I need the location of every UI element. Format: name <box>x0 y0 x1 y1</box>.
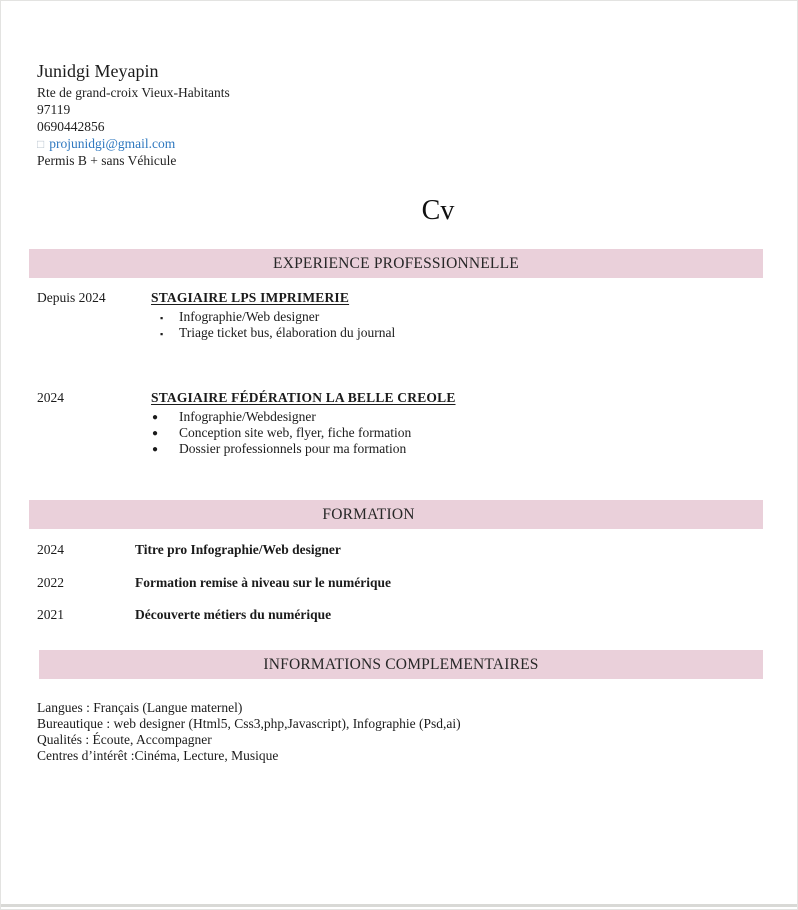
section-heading-experience: EXPERIENCE PROFESSIONNELLE <box>273 254 519 272</box>
person-name: Junidgi Meyapin <box>37 61 159 81</box>
experience-content <box>151 390 777 457</box>
section-banner-formation <box>29 500 763 529</box>
phone-number: 0690442856 <box>37 119 105 134</box>
page-bottom-edge <box>1 904 797 907</box>
experience-bullet: ● Conception site web, flyer, fiche formation <box>151 425 777 441</box>
identity-block <box>37 61 230 169</box>
formation-year: 2021 <box>37 607 64 622</box>
experience-job-title: STAGIAIRE FÉDÉRATION LA BELLE CREOLE <box>151 390 456 405</box>
formation-year: 2024 <box>37 542 64 557</box>
experience-period: Depuis 2024 <box>37 290 106 305</box>
section-heading-informations: INFORMATIONS COMPLEMENTAIRES <box>263 655 539 673</box>
experience-bullet: ▪ Triage ticket bus, élaboration du journal <box>151 325 777 341</box>
postal-code: 97119 <box>37 102 71 117</box>
experience-period: 2024 <box>37 390 64 405</box>
experience-job-title: STAGIAIRE LPS IMPRIMERIE <box>151 290 350 305</box>
formation-title: Formation remise à niveau sur le numérique <box>135 575 391 590</box>
experience-bullet: ▪ Infographie/Web designer <box>151 309 777 325</box>
info-line-centres-interet: Centres d’intérêt :Cinéma, Lecture, Musique <box>37 748 279 763</box>
info-line-bureautique: Bureautique : web designer (Html5, Css3,php,Javascript), Infographie (Psd,ai) <box>37 716 461 731</box>
experience-bullet-list <box>151 309 777 341</box>
missing-glyph-box-icon: □ <box>37 136 45 151</box>
section-banner-informations <box>39 650 763 679</box>
experience-bullet-list <box>151 409 777 457</box>
info-line-qualites: Qualités : Écoute, Accompagner <box>37 732 212 747</box>
formation-title: Titre pro Infographie/Web designer <box>135 542 341 557</box>
experience-content <box>151 290 777 341</box>
info-line-langues: Langues : Français (Langue maternel) <box>37 700 243 715</box>
formation-year: 2022 <box>37 575 64 590</box>
experience-bullet: ● Dossier professionnels pour ma formation <box>151 441 777 457</box>
experience-bullet: ● Infographie/Webdesigner <box>151 409 777 425</box>
email-line <box>37 135 230 152</box>
email-link[interactable]: projunidgi@gmail.com <box>49 136 176 151</box>
document-title: Cv <box>421 195 455 226</box>
section-heading-formation: FORMATION <box>322 505 415 523</box>
section-banner-experience <box>29 249 763 278</box>
address-line: Rte de grand-croix Vieux-Habitants <box>37 85 230 100</box>
informations-block <box>37 700 767 764</box>
formation-title: Découverte métiers du numérique <box>135 607 332 622</box>
driving-permit-line: Permis B + sans Véhicule <box>37 153 177 168</box>
